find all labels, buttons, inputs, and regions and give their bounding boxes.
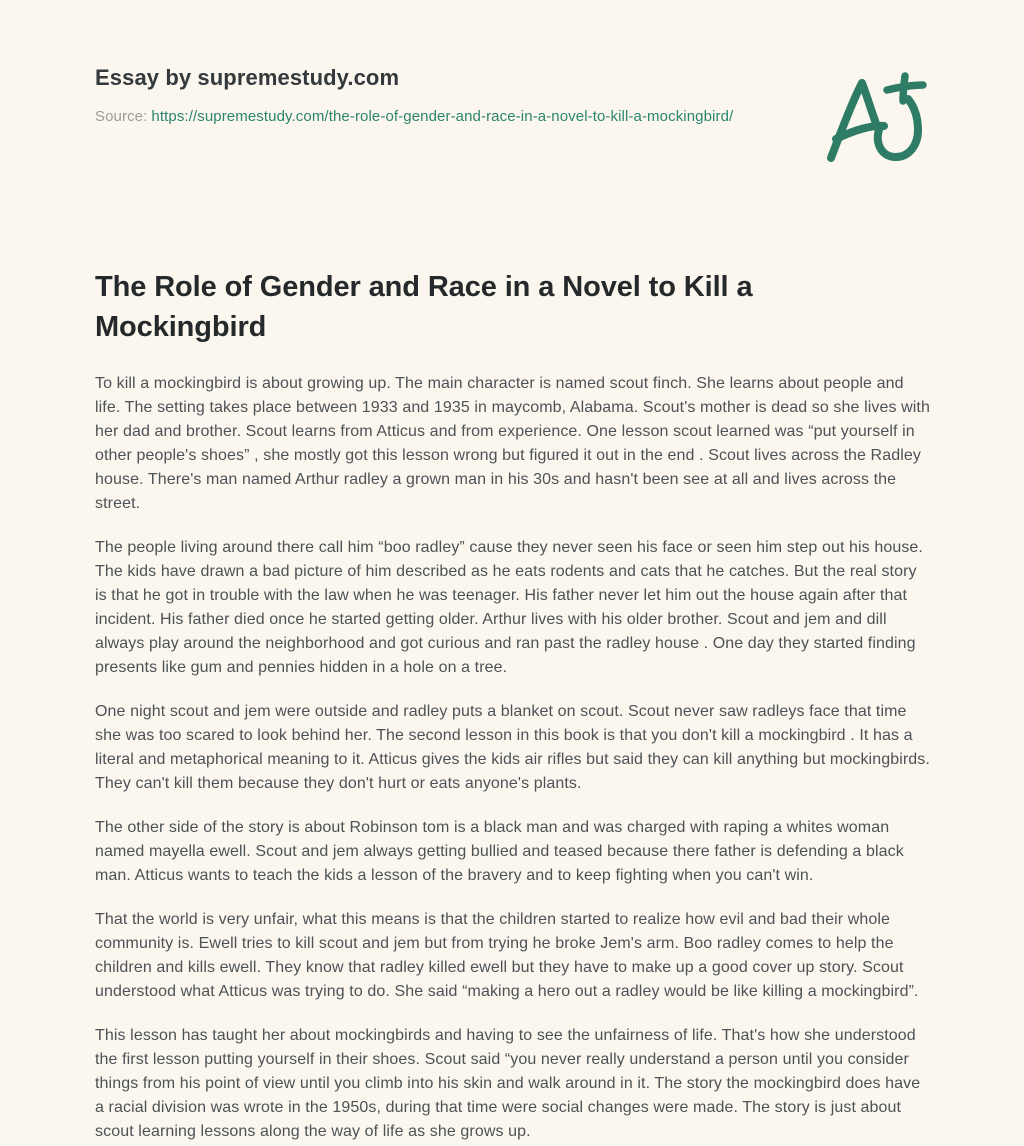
essay-paragraph: This lesson has taught her about mockingbirds and having to see the unfairness of life. That's how she understood the first lesson putting yourself in their shoes. Scout said “you never really understand a person until you consider things from his point of view until you climb into his skin and walk around in it. The story the mockingbird does have a racial division was wrote in the 1950s, during that time were social changes were made. The story is just about scout learning lessons along the way of life as she grows up. [95,1027,921,1140]
essay-paragraph: To kill a mockingbird is about growing up. The main character is named scout finch. She learns about people and life. The setting takes place between 1933 and 1935 in maycomb, Alabama. Scout's mother is dead so she lives with her dad and brother. Scout learns from Atticus and from experience. One lesson scout learned was “put yourself in other people's shoes” , she mostly got this lesson wrong but figured it out in the end . Scout lives across the Radley house. There's man named Arthur radley a grown man in his 30s and hasn't been see at all and lives across the street. [95,375,930,512]
essay-by-heading: Essay by supremestudy.com [95,65,400,90]
essay-content [95,267,930,1144]
page-header [95,64,930,164]
supremestudy-a-plus-logo-icon [824,72,934,164]
essay-title: The Role of Gender and Race in a Novel to Kill a Mockingbird [95,271,753,343]
essay-paragraph: One night scout and jem were outside and radley puts a blanket on scout. Scout never saw radleys face that time she was too scared to look behind her. The second lesson in this book is that you don't kill a mockingbird . It has a literal and metaphorical meaning to it. Atticus gives the kids air rifles but said they can kill anything but mockingbirds. They can't kill them because they don't hurt or eats anyone's plants. [95,703,930,792]
source-link[interactable]: https://supremestudy.com/the-role-of-gender-and-race-in-a-novel-to-kill-a-mockingbird/ [151,108,734,125]
source-label: Source: [95,108,148,125]
essay-paragraph: The people living around there call him “boo radley” cause they never seen his face or seen him step out his house. The kids have drawn a bad picture of him described as he eats rodents and cats that he catches. But the real story is that he got in trouble with the law when he was teenager. His father never let him out the house again after that incident. His father died once he started getting older. Arthur lives with his older brother. Scout and jem and dill always play around the neighborhood and got curious and ran past the radley house . One day they started finding presents like gum and pennies hidden in a hole on a tree. [95,539,923,676]
essay-paragraph: That the world is very unfair, what this means is that the children started to realize how evil and bad their whole community is. Ewell tries to kill scout and jem but from trying he broke Jem's arm. Boo radley comes to help the children and kills ewell. They know that radley killed ewell but they have to make up a good cover up story. Scout understood what Atticus was trying to do. She said “making a hero out a radley would be like killing a mockingbird”. [95,911,919,1000]
essay-body [95,372,930,1144]
source-line [95,105,733,128]
header-text-block [95,64,733,128]
essay-paragraph: The other side of the story is about Robinson tom is a black man and was charged with raping a whites woman named mayella ewell. Scout and jem always getting bullied and teased because there father is defending a black man. Atticus wants to teach the kids a lesson of the bravery and to keep fighting when you can't win. [95,819,904,884]
